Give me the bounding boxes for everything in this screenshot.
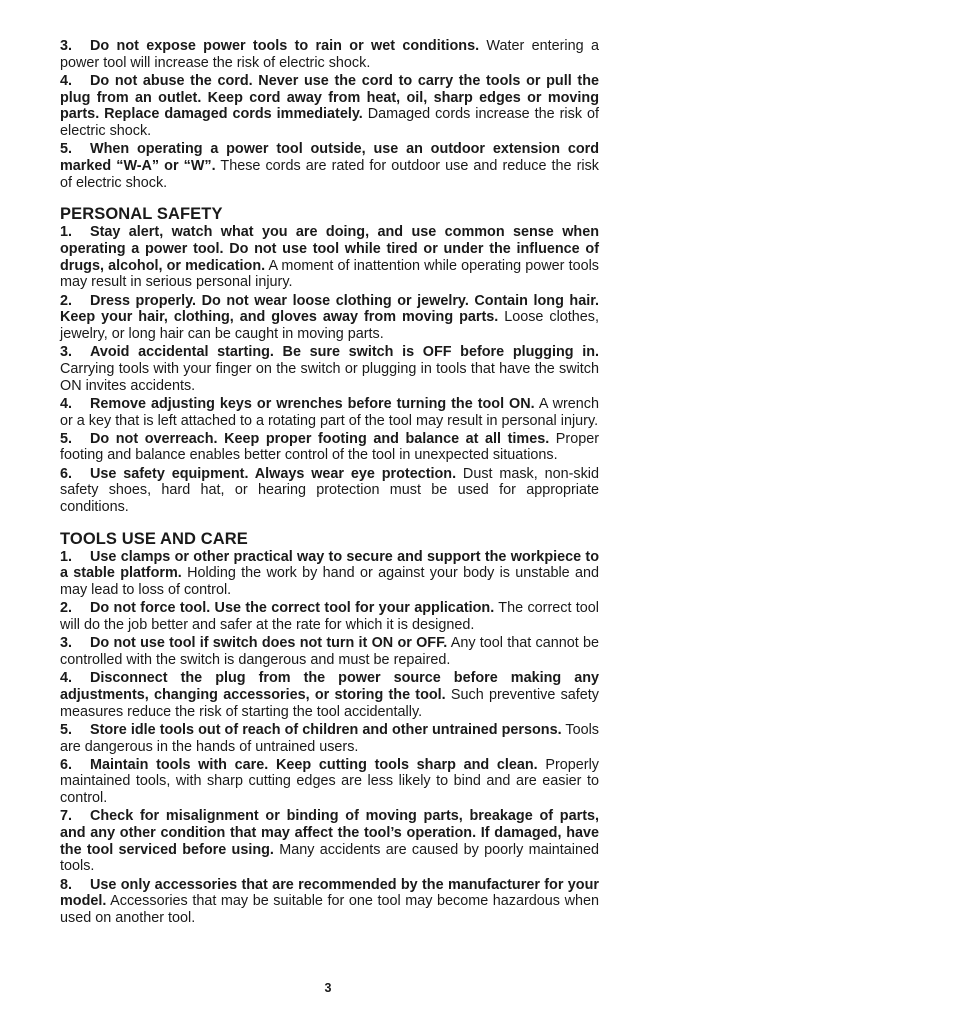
item-bold-text: Do not use tool if switch does not turn it ON or OFF. [90, 635, 448, 652]
tools-use-section [60, 530, 599, 927]
section-heading: TOOLS USE AND CARE [60, 529, 248, 548]
item-bold-text: Disconnect the plug from the power source before making any adjustments, changing accessories, or storing the tool. [60, 670, 599, 703]
item-bold-text: Remove adjusting keys or wrenches before turning the tool ON. [90, 395, 535, 412]
item-text: These cords are rated for outdoor use and reduce the risk of electric shock. [60, 157, 599, 191]
item-bold-text: Maintain tools with care. Keep cutting tools sharp and clean. [90, 756, 538, 773]
item-number: 7. [60, 808, 73, 825]
list-item [60, 73, 599, 140]
item-bold-text: Check for misalignment or binding of moving parts, breakage of parts, and any other condition that may affect the tool’s operation. If damaged, have the tool serviced before using. [60, 808, 599, 858]
item-number: 5. [60, 141, 73, 158]
item-text: Tools are dangerous in the hands of untrained users. [60, 721, 599, 755]
item-text: Damaged cords increase the risk of electric shock. [60, 106, 599, 140]
list-item [60, 757, 599, 807]
item-text: Carrying tools with your finger on the switch or plugging in tools that have the switch ON invites accidents. [60, 360, 599, 394]
item-text: Water entering a power tool will increase the risk of electric shock. [60, 38, 599, 71]
item-text: Such preventive safety measures reduce the risk of starting the tool accidentally. [60, 686, 599, 720]
item-number: 2. [60, 292, 73, 309]
item-bold-text: Dress properly. Do not wear loose clothing or jewelry. Contain long hair. Keep your hair, clothing, and gloves away from moving parts. [60, 292, 599, 326]
item-bold-text: Stay alert, watch what you are doing, and use common sense when operating a power tool. Do not use tool while tired or under the influence of drugs, alcohol, or medication. [60, 224, 599, 274]
list-item [60, 600, 599, 633]
item-number: 8. [60, 876, 73, 893]
list-item [60, 396, 599, 429]
item-bold-text: Do not overreach. Keep proper footing and balance at all times. [90, 430, 550, 447]
item-text: A wrench or a key that is left attached to a rotating part of the tool may result in personal injury. [60, 395, 599, 429]
item-number: 6. [60, 465, 73, 482]
intro-list [60, 38, 599, 191]
item-number: 1. [60, 224, 73, 241]
list-item [60, 549, 599, 599]
item-number: 3. [60, 344, 73, 361]
item-text: The correct tool will do the job better and safer at the rate for which it is designed. [60, 600, 600, 634]
document-column [60, 38, 599, 928]
item-text: Dust mask, non-skid safety shoes, hard hat, or hearing protection must be used for appropriate conditions. [60, 465, 599, 516]
item-number: 5. [60, 430, 73, 447]
item-number: 4. [60, 72, 73, 89]
list-item [60, 293, 599, 343]
section-heading: PERSONAL SAFETY [60, 205, 223, 224]
personal-safety-section [60, 205, 599, 515]
list-item [60, 38, 599, 71]
list-item [60, 141, 599, 191]
list-item [60, 808, 599, 875]
list-item [60, 670, 599, 720]
item-text: A moment of inattention while operating power tools may result in serious personal injury. [60, 257, 599, 291]
item-text: Accessories that may be suitable for one tool may become hazardous when used on another tool. [60, 893, 599, 927]
item-bold-text: Store idle tools out of reach of children and other untrained persons. [90, 721, 562, 738]
list-item [60, 635, 599, 668]
item-text: Loose clothes, jewelry, or long hair can be caught in moving parts. [60, 309, 599, 343]
list-item [60, 877, 599, 927]
item-bold-text: Do not expose power tools to rain or wet conditions. [90, 38, 480, 54]
item-number: 1. [60, 548, 73, 565]
item-text: Holding the work by hand or against your body is unstable and may lead to loss of control. [60, 565, 599, 599]
list-item [60, 722, 599, 755]
item-bold-text: When operating a power tool outside, use an outdoor extension cord marked “W-A” or “W”. [60, 141, 599, 174]
list-item [60, 224, 599, 291]
item-number: 4. [60, 395, 73, 412]
list-item [60, 466, 599, 516]
item-bold-text: Use only accessories that are recommended by the manufacturer for your model. [60, 876, 599, 910]
item-bold-text: Do not abuse the cord. Never use the cord to carry the tools or pull the plug from an outlet. Keep cord away from heat, oil, sharp edges or moving parts. Replace damaged cords immediately. [60, 72, 599, 123]
item-bold-text: Do not force tool. Use the correct tool for your application. [90, 600, 495, 617]
item-text: Properly maintained tools, with sharp cutting edges are less likely to bind and are easier to control. [60, 756, 599, 807]
item-bold-text: Avoid accidental starting. Be sure switch is OFF before plugging in. [90, 344, 599, 361]
item-number: 5. [60, 721, 73, 738]
item-bold-text: Use clamps or other practical way to secure and support the workpiece to a stable platform. [60, 548, 599, 582]
item-text: Many accidents are caused by poorly maintained tools. [60, 841, 599, 875]
item-number: 6. [60, 756, 73, 773]
item-text: Proper footing and balance enables better control of the tool in unexpected situations. [60, 430, 599, 464]
item-number: 3. [60, 38, 73, 54]
item-bold-text: Use safety equipment. Always wear eye protection. [90, 465, 457, 482]
item-number: 4. [60, 670, 73, 687]
item-number: 2. [60, 600, 73, 617]
item-text: Any tool that cannot be controlled with the switch is dangerous and must be repaired. [60, 635, 599, 668]
list-item [60, 344, 599, 394]
list-item [60, 431, 599, 464]
item-number: 3. [60, 635, 73, 652]
page-number: 3 [324, 981, 332, 995]
